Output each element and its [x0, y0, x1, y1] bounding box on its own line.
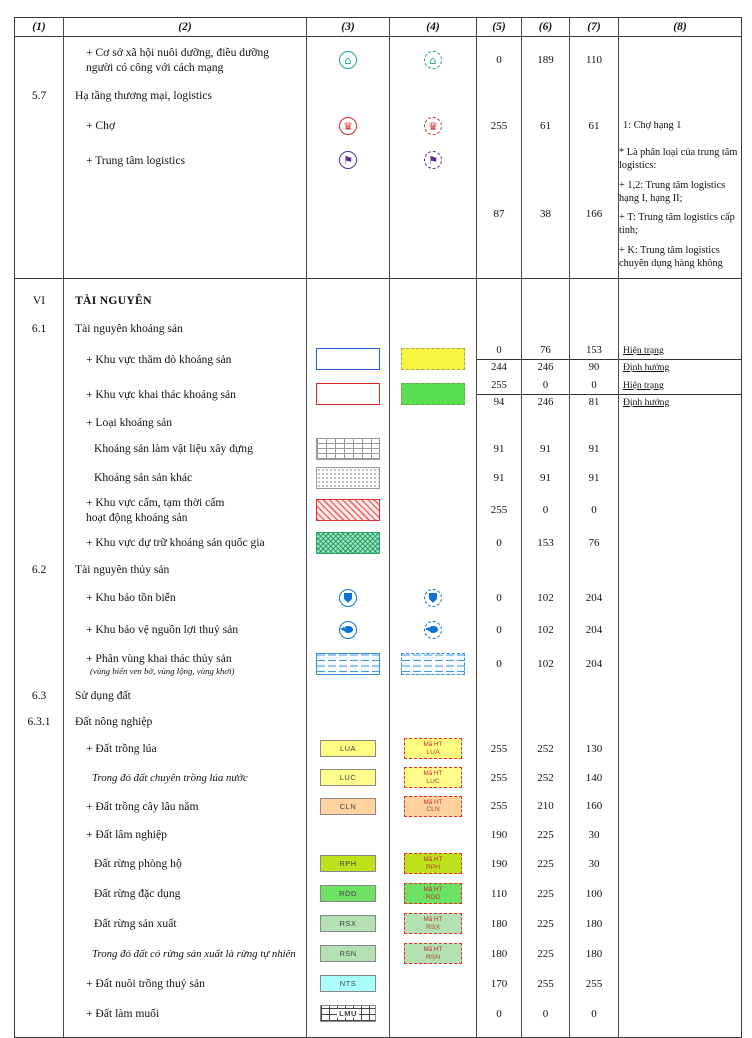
rgb-g: 0 — [522, 999, 570, 1029]
landuse-swatch: NTS — [320, 975, 376, 992]
landuse-swatch: CLN — [320, 798, 376, 815]
landuse-swatch: RSN — [320, 945, 376, 962]
prohibited-area-swatch — [316, 499, 380, 521]
row-sublabel: (vùng biển ven bờ, vùng lộng, vùng khơi) — [90, 665, 235, 676]
rgb-b: 0 — [570, 999, 619, 1029]
row-label: + Khu vực cấm, tạm thời cấm hoạt động khoáng sản — [86, 495, 225, 524]
header-col7: (7) — [570, 18, 619, 37]
table-row — [15, 342, 741, 377]
section-row — [15, 710, 741, 734]
section-number: 6.3.1 — [15, 710, 64, 734]
section-title: TÀI NGUYÊN — [75, 294, 152, 308]
table-row — [15, 109, 741, 143]
section-title: Đất nông nghiệp — [75, 715, 153, 729]
rgb-b: 180 — [570, 939, 619, 969]
rgb-g-sub: 76 246 — [522, 342, 570, 377]
header-col5: (5) — [477, 18, 522, 37]
table-row — [15, 614, 741, 646]
table-row — [15, 528, 741, 558]
section-row — [15, 286, 741, 316]
row-label: + Khu vực dự trữ khoáng sản quốc gia — [86, 536, 265, 550]
row-label: Đất rừng sản xuất — [94, 917, 177, 931]
section-row — [15, 316, 741, 342]
rgb-r-sub: 0 244 — [477, 342, 522, 377]
rgb-g: 225 — [522, 909, 570, 939]
landuse-swatch: LUC — [320, 769, 376, 786]
rgb-b-sub: 0 81 — [570, 377, 619, 412]
row-label: Khoáng sản sản khác — [94, 471, 193, 485]
landuse-swatch: LUA — [320, 740, 376, 757]
row-notes — [619, 143, 741, 278]
rgb-b: 91 — [570, 434, 619, 464]
row-label: + Khu bảo tồn biển — [86, 591, 176, 605]
header-col8: (8) — [619, 18, 741, 37]
rgb-r: 0 — [477, 582, 522, 614]
status-labels: Hiện trạng Định hướng — [619, 377, 741, 412]
landuse-planned-swatch: Mã HT RSN — [404, 943, 462, 964]
row-label: + Chợ — [86, 119, 116, 133]
table-row — [15, 999, 741, 1029]
rgb-b-sub: 153 90 — [570, 342, 619, 377]
table-row — [15, 464, 741, 492]
rgb-b: 255 — [570, 969, 619, 999]
rgb-g: 102 — [522, 646, 570, 682]
note-line: + T: Trung tâm logistics cấp tỉnh; — [619, 212, 735, 237]
market-planned-icon: ♛ — [424, 117, 442, 135]
rgb-r: 91 — [477, 464, 522, 492]
row-note: 1: Chợ hạng 1 — [623, 119, 682, 131]
rgb-r: 0 — [477, 614, 522, 646]
section-row — [15, 682, 741, 710]
rgb-g: 0 — [522, 492, 570, 528]
landuse-swatch: RDD — [320, 885, 376, 902]
section-number: 5.7 — [15, 83, 64, 109]
rgb-b: 100 — [570, 879, 619, 909]
rgb-r: 255 — [477, 764, 522, 792]
rgb-b: 140 — [570, 764, 619, 792]
table-row — [15, 646, 741, 682]
table-row — [15, 434, 741, 464]
rgb-r: 190 — [477, 849, 522, 879]
rgb-b: 76 — [570, 528, 619, 558]
construction-mineral-swatch — [316, 438, 380, 460]
note-line: + 1,2: Trung tâm logistics hạng I, hạng II; — [619, 179, 726, 204]
rgb-b: 91 — [570, 464, 619, 492]
row-label: + Đất làm muối — [86, 1007, 160, 1021]
table-footer-spacer — [15, 1029, 741, 1037]
rgb-r: 0 — [477, 528, 522, 558]
exploration-area-planned-swatch — [401, 348, 465, 370]
section-title: Tài nguyên thủy sản — [75, 563, 170, 577]
row-label: Đất rừng đặc dụng — [94, 887, 181, 901]
national-reserve-swatch — [316, 532, 380, 554]
row-label: Đất rừng phòng hộ — [94, 857, 182, 871]
rgb-g: 225 — [522, 879, 570, 909]
section-number: 6.2 — [15, 558, 64, 582]
rgb-g: 255 — [522, 969, 570, 999]
row-label: + Khu vực khai thác khoáng sản — [86, 387, 236, 401]
rgb-r: 170 — [477, 969, 522, 999]
mining-area-swatch — [316, 383, 380, 405]
table-row — [15, 37, 741, 83]
row-label: Trong đó đất chuyên trồng lúa nước — [92, 771, 248, 784]
market-icon: ♛ — [339, 117, 357, 135]
row-label: + Khu vực thăm dò khoáng sản — [86, 352, 232, 366]
other-mineral-swatch — [316, 467, 380, 489]
table-row — [15, 821, 741, 849]
rgb-b: 160 — [570, 792, 619, 821]
rgb-g: 225 — [522, 849, 570, 879]
rgb-r: 87 — [477, 143, 522, 278]
rgb-g: 61 — [522, 109, 570, 143]
section-title: Tài nguyên khoáng sản — [75, 322, 183, 336]
fishery-protection-icon — [339, 621, 357, 639]
rgb-r: 0 — [477, 999, 522, 1029]
rgb-b: 110 — [570, 37, 619, 83]
rgb-b: 30 — [570, 821, 619, 849]
section-row — [15, 83, 741, 109]
table-row — [15, 849, 741, 879]
note-line: + K: Trung tâm logistics chuyên dụng hàng không — [619, 245, 723, 270]
row-label: + Trung tâm logistics — [86, 154, 185, 167]
rgb-b: 0 — [570, 492, 619, 528]
mining-area-planned-swatch — [401, 383, 465, 405]
rgb-g: 252 — [522, 734, 570, 764]
row-label: Khoáng sản làm vật liệu xây dựng — [94, 442, 253, 456]
landuse-swatch: RSX — [320, 915, 376, 932]
landuse-planned-swatch: Mã HT RSX — [404, 913, 462, 934]
section-number: VI — [15, 286, 64, 316]
table-row — [15, 792, 741, 821]
table-row — [15, 879, 741, 909]
header-col1: (1) — [15, 18, 64, 37]
table-row — [15, 764, 741, 792]
rgb-r: 255 — [477, 109, 522, 143]
rgb-g: 210 — [522, 792, 570, 821]
section-title: Hạ tầng thương mại, logistics — [75, 89, 213, 103]
row-label: + Đất trồng lúa — [86, 742, 157, 756]
fishing-zone-swatch — [316, 653, 380, 675]
table-row — [15, 492, 741, 528]
logistics-planned-icon: ⚑ — [424, 151, 442, 169]
table-row — [15, 734, 741, 764]
section-divider — [15, 278, 741, 286]
header-col3: (3) — [307, 18, 390, 37]
row-label: + Loại khoáng sản — [86, 416, 173, 430]
row-label: + Đất trồng cây lâu năm — [86, 799, 199, 813]
rgb-b: 61 — [570, 109, 619, 143]
marine-reserve-icon — [339, 589, 357, 607]
rgb-r: 0 — [477, 646, 522, 682]
rgb-r: 0 — [477, 37, 522, 83]
header-col6: (6) — [522, 18, 570, 37]
fishing-zone-planned-swatch — [401, 653, 465, 675]
rgb-r: 110 — [477, 879, 522, 909]
exploration-area-swatch — [316, 348, 380, 370]
rgb-b: 166 — [570, 143, 619, 278]
row-label: + Cơ sở xã hội nuôi dưỡng, điều dưỡng người có công với cách mạng — [86, 45, 270, 74]
row-label: + Đất nuôi trồng thuỷ sản — [86, 977, 205, 991]
rgb-b: 30 — [570, 849, 619, 879]
note-line: * Là phân loại của trung tâm logistics: — [619, 147, 738, 171]
rgb-g: 189 — [522, 37, 570, 83]
section-number: 6.1 — [15, 316, 64, 342]
rgb-g: 225 — [522, 939, 570, 969]
landuse-planned-swatch: Mã HT RPH — [404, 853, 462, 874]
rgb-r: 255 — [477, 792, 522, 821]
table-row — [15, 939, 741, 969]
rgb-r: 180 — [477, 909, 522, 939]
rgb-g: 225 — [522, 821, 570, 849]
table-row — [15, 143, 741, 278]
rgb-r-sub: 255 94 — [477, 377, 522, 412]
marine-reserve-planned-icon — [424, 589, 442, 607]
landuse-planned-swatch: Mã HT LUC — [404, 767, 462, 788]
landuse-swatch: RPH — [320, 855, 376, 872]
table-row — [15, 412, 741, 434]
rgb-b: 204 — [570, 582, 619, 614]
rgb-r: 180 — [477, 939, 522, 969]
table-header-row — [15, 18, 741, 37]
rgb-g: 38 — [522, 143, 570, 278]
section-title: Sử dụng đất — [75, 689, 131, 703]
table-row — [15, 969, 741, 999]
rgb-r: 255 — [477, 734, 522, 764]
rgb-b: 204 — [570, 646, 619, 682]
row-label: + Đất lâm nghiệp — [86, 828, 167, 842]
fishery-protection-planned-icon — [424, 621, 442, 639]
landuse-planned-swatch: Mã HT RDD — [404, 883, 462, 904]
table-row — [15, 582, 741, 614]
rgb-g-sub: 0 246 — [522, 377, 570, 412]
section-number: 6.3 — [15, 682, 64, 710]
section-row — [15, 558, 741, 582]
rgb-r: 255 — [477, 492, 522, 528]
rgb-g: 153 — [522, 528, 570, 558]
table-row — [15, 909, 741, 939]
landuse-swatch: LMU — [320, 1005, 376, 1022]
header-col2: (2) — [64, 18, 307, 37]
rgb-r: 190 — [477, 821, 522, 849]
legend-table — [14, 17, 742, 1038]
rgb-b: 204 — [570, 614, 619, 646]
rgb-r: 91 — [477, 434, 522, 464]
row-label: + Khu bảo vệ nguồn lợi thuỷ sản — [86, 623, 239, 637]
landuse-planned-swatch: Mã HT LUA — [404, 738, 462, 759]
table-row — [15, 377, 741, 412]
rgb-g: 102 — [522, 582, 570, 614]
status-labels: Hiện trạng Định hướng — [619, 342, 741, 377]
rgb-b: 180 — [570, 909, 619, 939]
row-label: + Phân vùng khai thác thủy sản (vùng biển ven bờ, vùng lộng, vùng khơi) — [86, 651, 235, 676]
rgb-g: 91 — [522, 464, 570, 492]
rgb-g: 252 — [522, 764, 570, 792]
rgb-g: 102 — [522, 614, 570, 646]
nursing-home-planned-icon: ⌂ — [424, 51, 442, 69]
rgb-g: 91 — [522, 434, 570, 464]
header-col4: (4) — [390, 18, 477, 37]
landuse-planned-swatch: Mã HT CLN — [404, 796, 462, 817]
row-label: Trong đó đất có rừng sản xuất là rừng tự nhiên — [92, 947, 296, 960]
logistics-icon: ⚑ — [339, 151, 357, 169]
rgb-b: 130 — [570, 734, 619, 764]
nursing-home-icon: ⌂ — [339, 51, 357, 69]
